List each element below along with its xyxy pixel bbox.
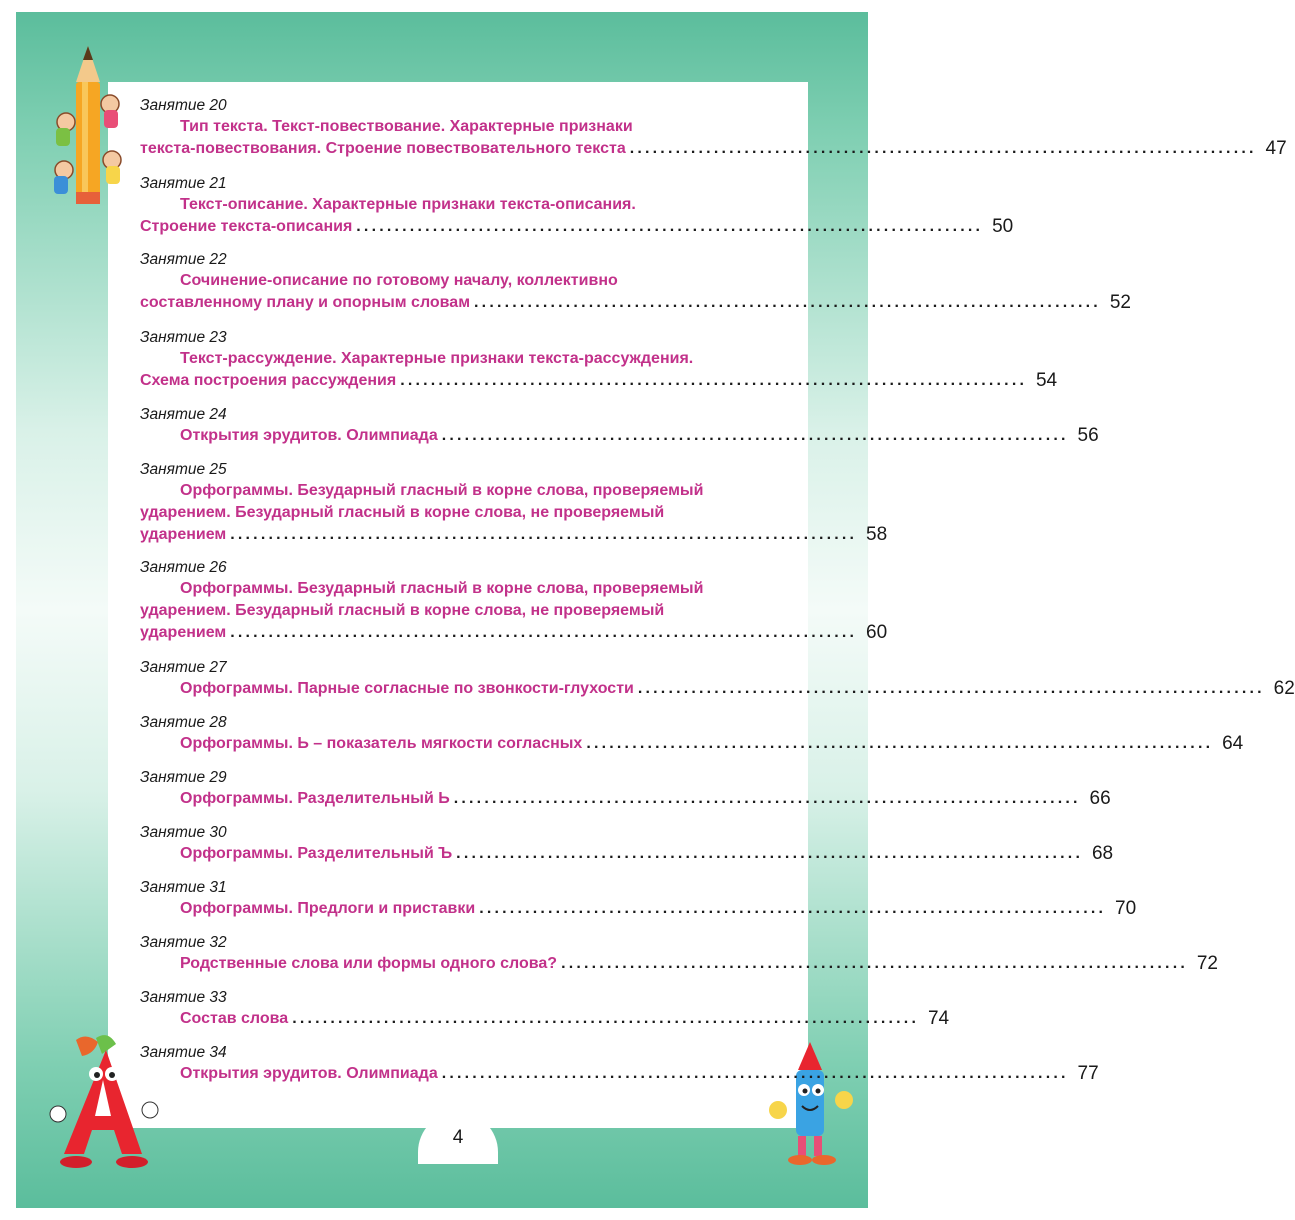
toc-entry-30[interactable]	[140, 823, 1114, 865]
lesson-label: Занятие 21	[140, 175, 227, 192]
title-line-last: Схема построения рассуждения .................................................................................. 54	[140, 370, 1058, 391]
toc-entry-22[interactable]	[140, 250, 1131, 314]
page-number: 68	[1091, 843, 1114, 864]
toc-entry-27[interactable]	[140, 658, 1295, 700]
lesson-label: Занятие 22	[140, 251, 227, 268]
title-line: Сочинение-описание по готовому началу, коллективно	[180, 272, 618, 289]
title-line: Тип текста. Текст-повествование. Характерные признаки	[180, 118, 633, 135]
toc-entry-23[interactable]	[140, 328, 1058, 392]
page-number: 47	[1265, 138, 1287, 159]
title-line-last: Орфограммы. Парные согласные по звонкости-глухости .................................................................................. 62	[180, 678, 1295, 699]
title-line-last: ударением .................................................................................. 58	[140, 524, 888, 545]
title-line-last: Родственные слова или формы одного слова? .................................................................................. 72	[180, 953, 1218, 974]
lesson-label: Занятие 28	[140, 714, 227, 731]
page-number: 66	[1089, 788, 1111, 809]
toc-entry-24[interactable]	[140, 405, 1099, 447]
page-number: 62	[1273, 678, 1295, 699]
lesson-label: Занятие 25	[140, 461, 227, 478]
lesson-label: Занятие 27	[140, 659, 227, 676]
title-line: Текст-описание. Характерные признаки текста-описания.	[180, 196, 636, 213]
title-line: Орфограммы. Безударный гласный в корне слова, проверяемый	[180, 580, 704, 597]
title-line-last: составленному плану и опорным словам .................................................................................. 52	[140, 292, 1131, 313]
lesson-label: Занятие 20	[140, 97, 227, 114]
title-line-last: текста-повествования. Строение повествовательного текста .................................................................................. 47	[140, 138, 1287, 159]
lesson-label: Занятие 31	[140, 879, 227, 896]
title-line: ударением. Безударный гласный в корне слова, не проверяемый	[140, 504, 665, 521]
toc-entry-33[interactable]	[140, 988, 950, 1030]
title-line-last: Орфограммы. Предлоги и приставки .................................................................................. 70	[180, 898, 1137, 919]
title-line-last: Состав слова .................................................................................. 74	[180, 1008, 950, 1029]
page-number: 58	[866, 524, 888, 545]
title-line-last: Орфограммы. Разделительный Ь .................................................................................. 66	[180, 788, 1111, 809]
lesson-label: Занятие 30	[140, 824, 227, 841]
title-line: ударением. Безударный гласный в корне слова, не проверяемый	[140, 602, 665, 619]
toc-entry-25[interactable]	[140, 460, 888, 546]
toc-entry-31[interactable]	[140, 878, 1137, 920]
toc-entry-34[interactable]	[140, 1043, 1099, 1085]
toc-entry-26[interactable]	[140, 558, 888, 644]
page-number: 77	[1077, 1063, 1099, 1084]
page-number: 56	[1077, 425, 1099, 446]
page-footer-number: 4	[418, 1112, 498, 1164]
pencil-kids-illustration	[48, 42, 138, 212]
page-number: 60	[866, 622, 888, 643]
lesson-label: Занятие 26	[140, 559, 227, 576]
title-line-last: Открытия эрудитов. Олимпиада .................................................................................. 77	[180, 1063, 1099, 1084]
page-number: 64	[1222, 733, 1244, 754]
lesson-label: Занятие 29	[140, 769, 227, 786]
lesson-label: Занятие 32	[140, 934, 227, 951]
page-number: 74	[927, 1008, 950, 1029]
page-number: 72	[1196, 953, 1218, 974]
page-number: 54	[1035, 370, 1058, 391]
lesson-label: Занятие 34	[140, 1044, 227, 1061]
toc-entry-20[interactable]	[140, 96, 1287, 160]
lesson-label: Занятие 33	[140, 989, 227, 1006]
title-line-last: Строение текста-описания .................................................................................. 50	[140, 216, 1014, 237]
lesson-label: Занятие 23	[140, 329, 227, 346]
title-line-last: Орфограммы. Ь – показатель мягкости согласных .................................................................................. 64	[180, 733, 1244, 754]
page-number: 70	[1115, 898, 1137, 919]
title-line: Текст-рассуждение. Характерные признаки текста-рассуждения.	[180, 350, 694, 367]
toc-entry-29[interactable]	[140, 768, 1111, 810]
title-line-last: Орфограммы. Разделительный Ъ .................................................................................. 68	[180, 843, 1114, 864]
toc-entry-32[interactable]	[140, 933, 1218, 975]
title-line-last: Открытия эрудитов. Олимпиада .................................................................................. 56	[180, 425, 1099, 446]
toc-entry-21[interactable]	[140, 174, 1014, 238]
page-number: 52	[1109, 292, 1131, 313]
lesson-label: Занятие 24	[140, 406, 227, 423]
page-number: 50	[992, 216, 1014, 237]
toc-entry-28[interactable]	[140, 713, 1244, 755]
title-line: Орфограммы. Безударный гласный в корне слова, проверяемый	[180, 482, 704, 499]
title-line-last: ударением .................................................................................. 60	[140, 622, 888, 643]
